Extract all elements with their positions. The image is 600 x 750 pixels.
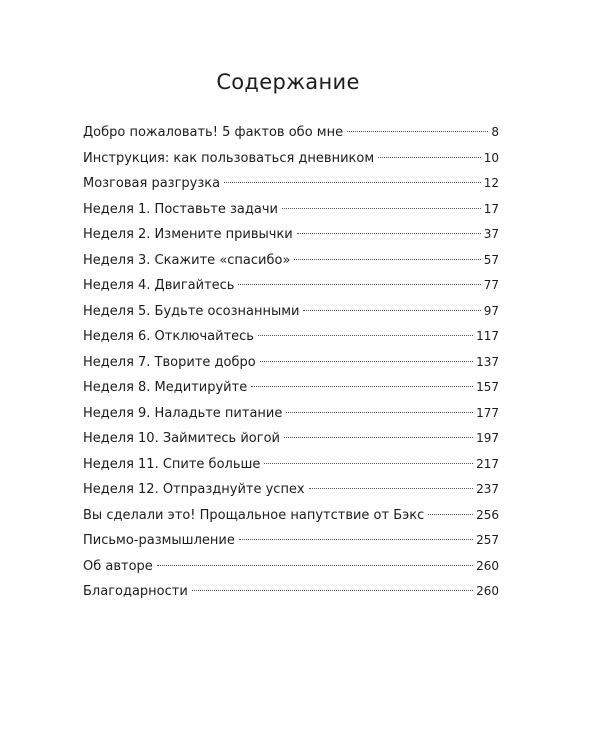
toc-entry-label: Добро пожаловать! 5 фактов обо мне bbox=[83, 125, 344, 140]
dot-leader bbox=[428, 514, 473, 515]
toc-entry-label: Неделя 3. Скажите «спасибо» bbox=[83, 252, 291, 268]
dot-leader bbox=[286, 412, 473, 413]
toc-entry-page: 217 bbox=[476, 456, 499, 471]
toc-entry-page: 197 bbox=[476, 431, 499, 445]
toc-entry-label: Неделя 7. Творите добро bbox=[83, 354, 256, 370]
toc-entry-label: Благодарности bbox=[83, 584, 188, 599]
dot-leader bbox=[157, 565, 473, 566]
toc-entry-page: 12 bbox=[483, 176, 499, 190]
toc-entry bbox=[83, 299, 499, 325]
toc-entry-page: 57 bbox=[483, 252, 499, 267]
toc-entry-page: 8 bbox=[491, 125, 499, 139]
toc-entry bbox=[83, 171, 499, 197]
toc-entry-page: 257 bbox=[476, 533, 499, 547]
dot-leader bbox=[260, 361, 473, 362]
dot-leader bbox=[192, 590, 473, 591]
toc-entry bbox=[83, 503, 499, 529]
toc-entry bbox=[83, 477, 499, 503]
toc-entry-page: 97 bbox=[483, 303, 499, 318]
toc-entry-label: Неделя 11. Спите больше bbox=[83, 456, 261, 472]
dot-leader bbox=[282, 208, 481, 209]
toc-entry-page: 77 bbox=[483, 278, 499, 292]
toc-entry-page: 177 bbox=[476, 405, 499, 420]
toc-entry bbox=[83, 248, 499, 274]
toc-entry-label: Мозговая разгрузка bbox=[83, 176, 221, 191]
toc-entry-page: 137 bbox=[476, 354, 499, 369]
toc-entry-label: Неделя 4. Двигайтесь bbox=[83, 278, 235, 293]
toc-entry-label: Инструкция: как пользоваться дневником bbox=[83, 150, 375, 166]
toc-entry bbox=[83, 554, 499, 580]
dot-leader bbox=[264, 463, 473, 464]
page-title: Содержание bbox=[216, 70, 360, 94]
toc-entry bbox=[83, 401, 499, 427]
toc-entry-label: Письмо-размышление bbox=[83, 533, 235, 548]
toc-entry bbox=[83, 222, 499, 248]
toc-entry-page: 37 bbox=[483, 227, 499, 241]
toc-entry-page: 237 bbox=[476, 482, 499, 496]
dot-leader bbox=[224, 182, 481, 183]
toc-entry-page: 10 bbox=[483, 150, 499, 165]
toc-entry-page: 17 bbox=[483, 201, 499, 216]
dot-leader bbox=[378, 157, 481, 158]
toc-entry-label: Неделя 9. Наладьте питание bbox=[83, 405, 283, 421]
toc-entry-label: Неделя 12. Отпразднуйте успех bbox=[83, 482, 305, 497]
toc-entry-page: 260 bbox=[476, 558, 499, 573]
toc-entry-label: Неделя 1. Поставьте задачи bbox=[83, 201, 278, 217]
table-of-contents bbox=[83, 120, 499, 605]
dot-leader bbox=[347, 131, 488, 132]
dot-leader bbox=[309, 488, 473, 489]
toc-entry-label: Неделя 2. Измените привычки bbox=[83, 227, 293, 242]
toc-entry bbox=[83, 324, 499, 350]
toc-entry-label: Неделя 5. Будьте осознанными bbox=[83, 303, 300, 319]
toc-entry bbox=[83, 528, 499, 554]
dot-leader bbox=[284, 437, 473, 438]
toc-entry-label: Неделя 8. Медитируйте bbox=[83, 380, 248, 395]
dot-leader bbox=[297, 233, 481, 234]
toc-entry-label: Неделя 6. Отключайтесь bbox=[83, 329, 254, 344]
toc-entry-label: Об авторе bbox=[83, 558, 153, 574]
dot-leader bbox=[251, 386, 473, 387]
toc-entry bbox=[83, 426, 499, 452]
toc-entry-page: 157 bbox=[476, 380, 499, 394]
dot-leader bbox=[238, 284, 480, 285]
toc-entry bbox=[83, 197, 499, 223]
toc-entry-label: Вы сделали это! Прощальное напутствие от Бэкс bbox=[83, 507, 425, 523]
toc-entry-page: 117 bbox=[476, 329, 499, 343]
toc-entry-label: Неделя 10. Займитесь йогой bbox=[83, 431, 280, 446]
toc-entry bbox=[83, 120, 499, 146]
toc-entry-page: 256 bbox=[476, 507, 499, 522]
toc-entry bbox=[83, 452, 499, 478]
toc-entry bbox=[83, 146, 499, 172]
toc-entry bbox=[83, 375, 499, 401]
dot-leader bbox=[239, 539, 473, 540]
dot-leader bbox=[294, 259, 480, 260]
dot-leader bbox=[303, 310, 480, 311]
toc-entry bbox=[83, 350, 499, 376]
toc-entry bbox=[83, 273, 499, 299]
dot-leader bbox=[258, 335, 473, 336]
toc-entry-page: 260 bbox=[476, 584, 499, 598]
toc-entry bbox=[83, 579, 499, 605]
